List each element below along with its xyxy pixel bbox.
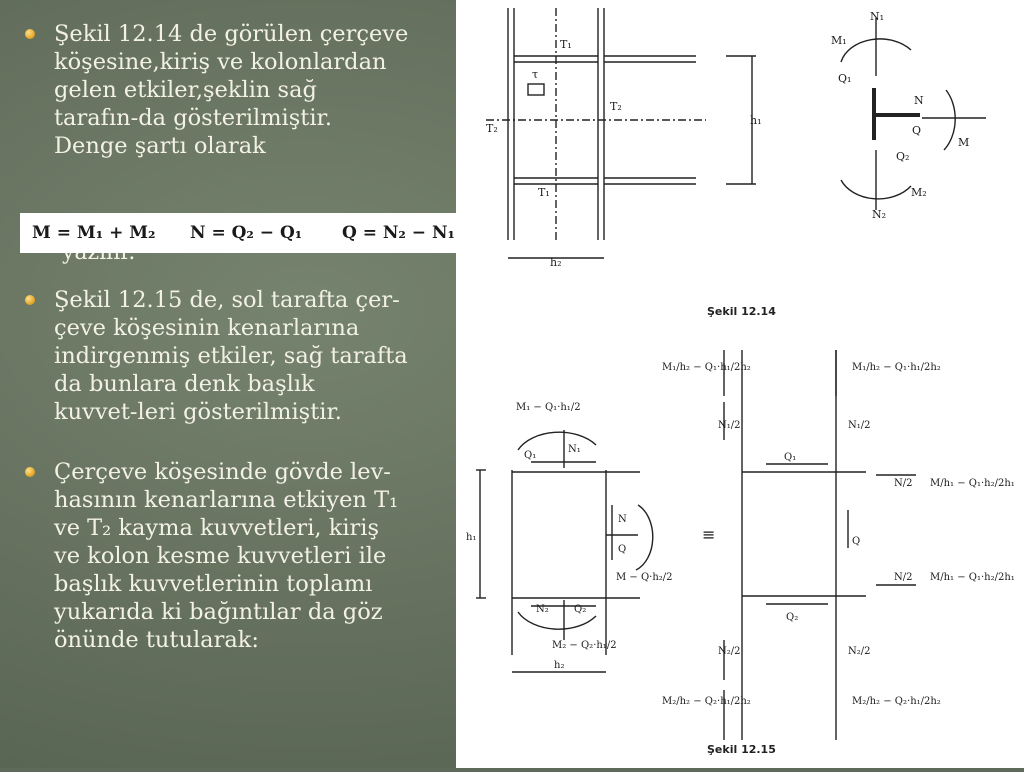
- equation-box: [20, 213, 456, 253]
- label-M2: M₂: [911, 186, 927, 199]
- label-left-Q1: Q₁: [524, 450, 537, 461]
- figure-12-14-caption: Şekil 12.14: [707, 305, 776, 318]
- label-h1: h₁: [750, 114, 762, 127]
- label-N1: N₁: [870, 10, 885, 23]
- bullet-dot-icon: [25, 29, 35, 39]
- label-r-M-top: M/h₁ − Q₁·h₂/2h₁: [930, 478, 1015, 489]
- label-left-h1: h₁: [466, 532, 477, 543]
- label-left-Q2: Q₂: [574, 604, 587, 615]
- label-r-br: M₂/h₂ − Q₂·h₁/2h₂: [852, 696, 941, 707]
- label-r-n1a: N₁/2: [718, 420, 741, 431]
- label-r-bl: M₂/h₂ − Q₂·h₁/2h₂: [662, 696, 751, 707]
- label-left-N2: N₂: [536, 604, 549, 615]
- bullet-dot-icon: [25, 467, 35, 477]
- figures-panel: [456, 0, 1024, 768]
- figures-svg: [456, 0, 1024, 768]
- label-N: N: [914, 94, 924, 107]
- label-r-N-bot: N/2: [894, 572, 913, 583]
- equation-normal: N = Q₂ − Q₁: [190, 223, 303, 243]
- label-r-n2a: N₂/2: [718, 646, 741, 657]
- label-r-Q: Q: [852, 536, 861, 547]
- bullet-dot-icon: [25, 295, 35, 305]
- equation-moment: M = M₁ + M₂: [32, 223, 156, 243]
- label-r-n1b: N₁/2: [848, 420, 871, 431]
- label-left-N1: N₁: [568, 444, 581, 455]
- equivalence-sign: ≡: [702, 525, 716, 544]
- label-r-tr: M₁/h₂ − Q₁·h₁/2h₂: [852, 362, 941, 373]
- label-left-top: M₁ − Q₁·h₁/2: [516, 402, 581, 413]
- label-r-M-bot: M/h₁ − Q₁·h₂/2h₁: [930, 572, 1015, 583]
- bullet-3-text: Çerçeve köşesinde gövde lev- hasının kenarlarına etkiyen T₁ ve T₂ kayma kuvvetleri, kiriş ve kolon kesme kuvvetleri ile başlık kuvvetlerinin toplamı yukarıda ki bağıntılar da göz önünde tutularak:: [54, 459, 399, 653]
- label-r-N-top: N/2: [894, 478, 913, 489]
- label-left-N: N: [618, 514, 627, 525]
- label-tau: τ: [532, 68, 539, 81]
- label-left-h2: h₂: [554, 660, 565, 671]
- label-left-Q: Q: [618, 544, 627, 555]
- label-T1-top: T₁: [560, 38, 572, 51]
- label-Q2: Q₂: [896, 150, 910, 163]
- label-Q1: Q₁: [838, 72, 852, 85]
- label-Q: Q: [912, 124, 922, 137]
- label-r-tl: M₁/h₂ − Q₁·h₁/2h₂: [662, 362, 751, 373]
- label-M: M: [958, 136, 970, 149]
- text-column: [0, 0, 470, 768]
- figure-12-15-caption: Şekil 12.15: [707, 743, 776, 756]
- bullet-1-text: Şekil 12.14 de görülen çerçeve köşesine,kiriş ve kolonlardan gelen etkiler,şeklin sağ tarafın-da gösterilmiştir. Denge şartı olarak: [54, 21, 409, 159]
- label-h2: h₂: [550, 256, 562, 269]
- label-r-Q2: Q₂: [786, 612, 799, 623]
- label-T1-bottom: T₁: [538, 186, 550, 199]
- equation-shear: Q = N₂ − N₁: [342, 223, 455, 243]
- label-T2-left: T₂: [486, 122, 498, 135]
- label-left-bottom: M₂ − Q₂·h₁/2: [552, 640, 617, 651]
- label-left-M: M − Q·h₂/2: [616, 572, 673, 583]
- bullet-2-text: Şekil 12.15 de, sol tarafta çer- çeve köşesinin kenarlarına indirgenmiş etkiler, sağ tarafta da bunlara denk başlık kuvvet-leri gösterilmiştir.: [54, 287, 408, 425]
- label-N2: N₂: [872, 208, 887, 221]
- label-T2-right: T₂: [610, 100, 622, 113]
- label-r-n2b: N₂/2: [848, 646, 871, 657]
- label-r-Q1: Q₁: [784, 452, 797, 463]
- label-M1: M₁: [831, 34, 847, 47]
